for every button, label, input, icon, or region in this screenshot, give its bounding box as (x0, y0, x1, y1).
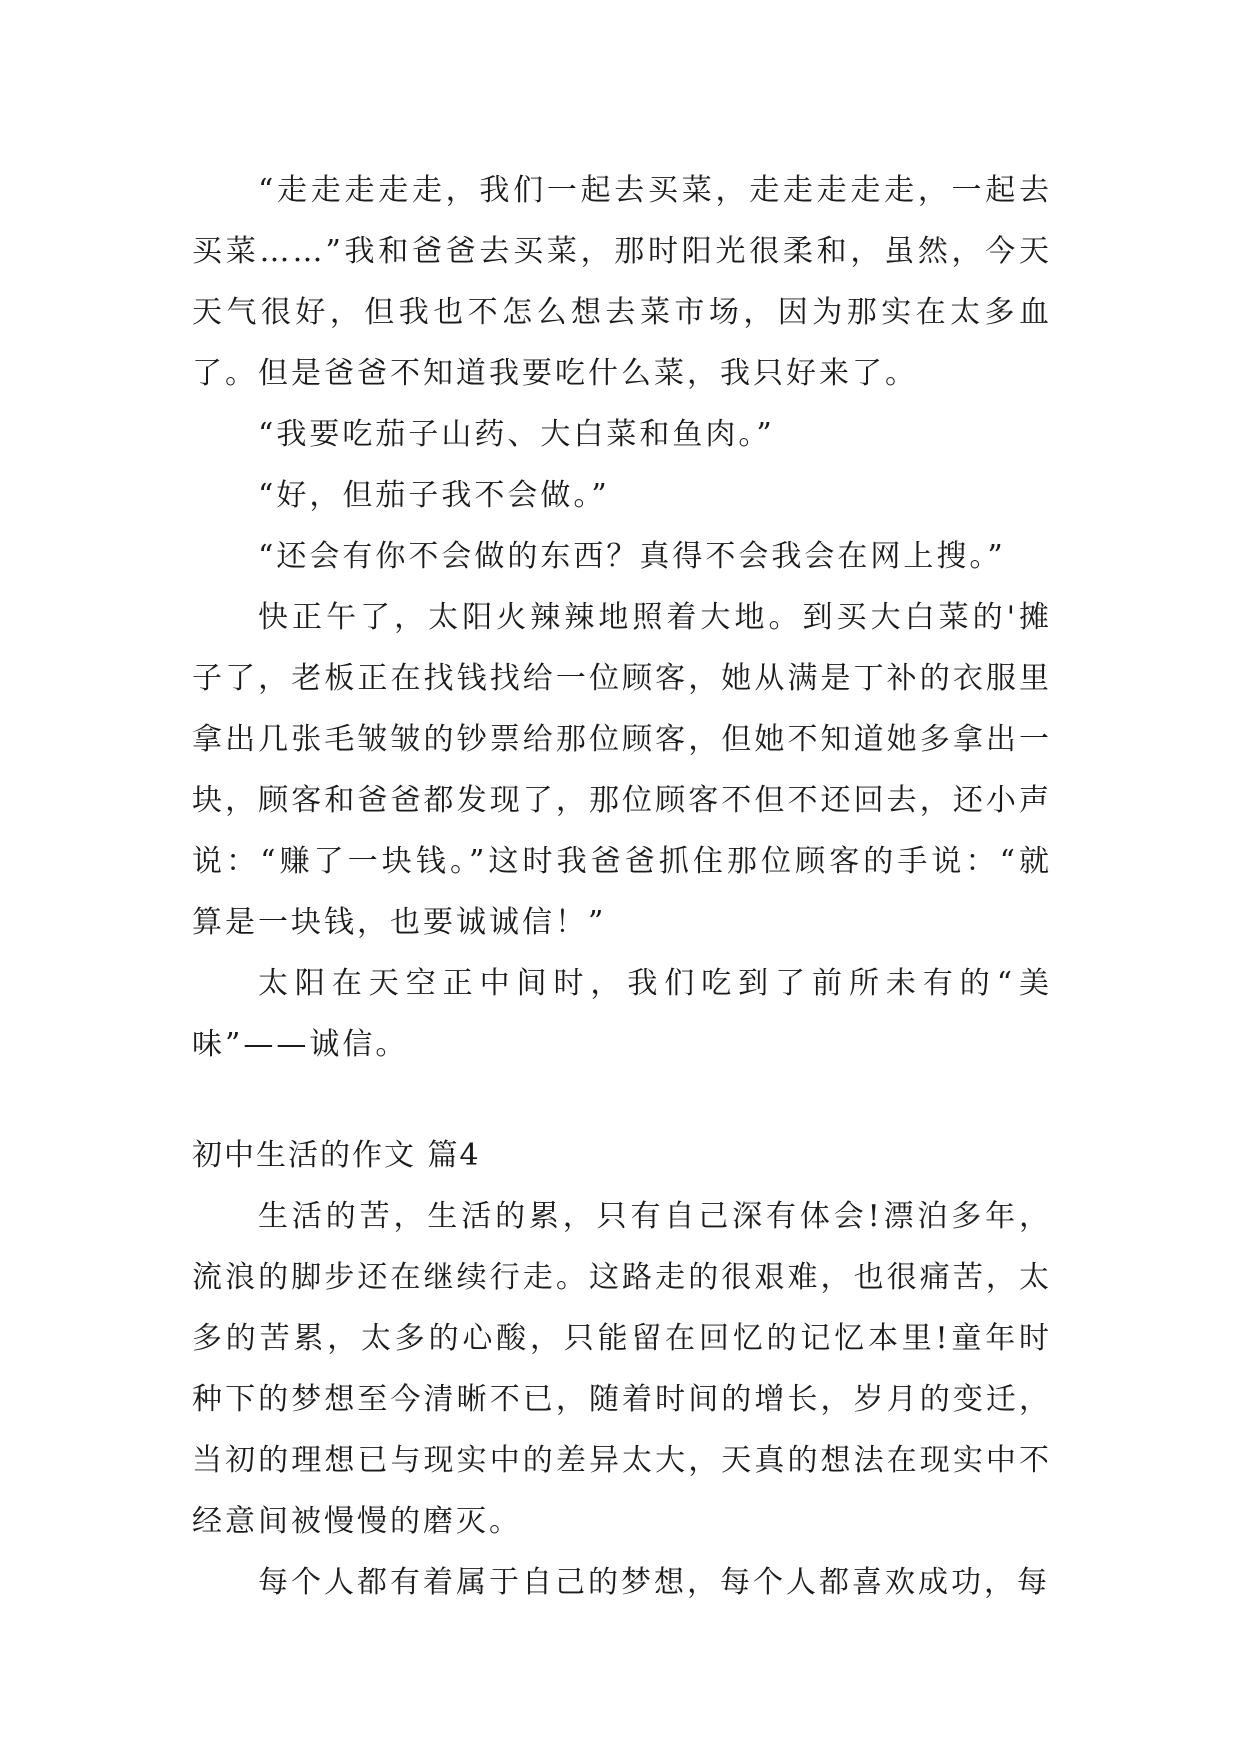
paragraph: 快正午了，太阳火辣辣地照着大地。到买大白菜的'摊子了，老板正在找钱找给一位顾客，她从满是丁补的衣服里拿出几张毛皱皱的钞票给那位顾客，但她不知道她多拿出一块，顾客和爸爸都发现了，那位顾客不但不还回去，还小声说：“赚了一块钱。”这时我爸爸抓住那位顾客的手说：“就算是一块钱，也要诚诚信！” (192, 600, 1052, 940)
paragraph: “还会有你不会做的东西？真得不会我会在网上搜。” (258, 539, 1006, 574)
paragraph: “走走走走走，我们一起去买菜，走走走走走，一起去买菜……”我和爸爸去买菜，那时阳光很柔和，虽然，今天天气很好，但我也不怎么想去菜市场，因为那实在太多血了。但是爸爸不知道我要吃什么菜，我只好来了。 (192, 173, 1052, 391)
document-body (192, 160, 1052, 1613)
paragraph: 每个人都有着属于自己的梦想，每个人都喜欢成功，每 (258, 1565, 1050, 1600)
paragraph: 太阳在天空正中间时，我们吃到了前所未有的“美味”——诚信。 (192, 966, 1052, 1062)
section-spacer (192, 1075, 1052, 1125)
paragraph: “我要吃茄子山药、大白菜和鱼肉。” (258, 417, 775, 452)
paragraph: 生活的苦，生活的累，只有自己深有体会!漂泊多年，流浪的脚步还在继续行走。这路走的很艰难，也很痛苦，太多的苦累，太多的心酸，只能留在回忆的记忆本里!童年时种下的梦想至今清晰不已，随着时间的增长，岁月的变迁，当初的理想已与现实中的差异太大，天真的想法在现实中不经意间被慢慢的磨灭。 (192, 1199, 1052, 1539)
paragraph: “好，但茄子我不会做。” (258, 478, 610, 513)
section-heading: 初中生活的作文 篇4 (192, 1138, 481, 1173)
